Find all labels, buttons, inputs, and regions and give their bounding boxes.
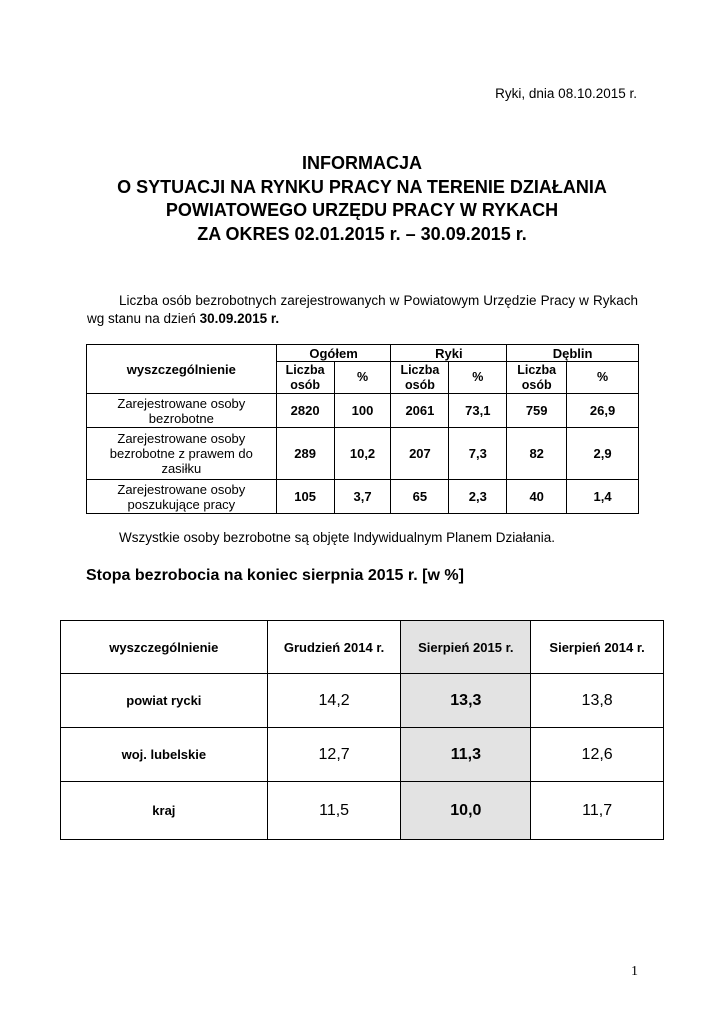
cell-value: 26,9 bbox=[567, 394, 639, 428]
cell-value: 100 bbox=[334, 394, 391, 428]
cell-value: 11,3 bbox=[401, 728, 531, 782]
table-row bbox=[87, 480, 639, 514]
cell-value: 7,3 bbox=[449, 428, 507, 480]
cell-value: 11,5 bbox=[267, 782, 401, 840]
ipd-note: Wszystkie osoby bezrobotne są objęte Indywidualnym Planem Działania. bbox=[119, 530, 555, 545]
cell-value: 40 bbox=[507, 480, 567, 514]
t1-col-label: wyszczególnienie bbox=[87, 345, 277, 394]
t2-header-aug2015: Sierpień 2015 r. bbox=[401, 621, 531, 674]
cell-value: 759 bbox=[507, 394, 567, 428]
unemployed-table bbox=[86, 344, 639, 514]
cell-value: 2820 bbox=[276, 394, 334, 428]
cell-value: 207 bbox=[391, 428, 449, 480]
table-row bbox=[61, 728, 664, 782]
t2-header-dec2014: Grudzień 2014 r. bbox=[267, 621, 401, 674]
t1-group-deblin: Dęblin bbox=[507, 345, 639, 362]
cell-value: 10,2 bbox=[334, 428, 391, 480]
title-line-1: INFORMACJA bbox=[302, 153, 422, 173]
t1-sub-pct: % bbox=[567, 362, 639, 394]
row-label: powiat rycki bbox=[61, 674, 268, 728]
t1-sub-count: Liczba osób bbox=[276, 362, 334, 394]
document-date: Ryki, dnia 08.10.2015 r. bbox=[495, 86, 637, 101]
row-label: kraj bbox=[61, 782, 268, 840]
cell-value: 13,8 bbox=[531, 674, 664, 728]
cell-value: 11,7 bbox=[531, 782, 664, 840]
table-row bbox=[61, 782, 664, 840]
cell-value: 2,9 bbox=[567, 428, 639, 480]
title-line-3: POWIATOWEGO URZĘDU PRACY W RYKACH bbox=[165, 200, 559, 220]
cell-value: 2,3 bbox=[449, 480, 507, 514]
row-label: Zarejestrowane osoby bezrobotne z prawem do zasiłku bbox=[87, 428, 277, 480]
t2-header-label: wyszczególnienie bbox=[61, 621, 268, 674]
cell-value: 14,2 bbox=[267, 674, 401, 728]
cell-value: 13,3 bbox=[401, 674, 531, 728]
cell-value: 289 bbox=[276, 428, 334, 480]
cell-value: 65 bbox=[391, 480, 449, 514]
intro-paragraph bbox=[87, 292, 638, 328]
unemployment-rate-table bbox=[60, 620, 664, 840]
cell-value: 3,7 bbox=[334, 480, 391, 514]
cell-value: 105 bbox=[276, 480, 334, 514]
page-number: 1 bbox=[631, 964, 638, 979]
row-label: woj. lubelskie bbox=[61, 728, 268, 782]
table-row bbox=[87, 394, 639, 428]
row-label: Zarejestrowane osoby bezrobotne bbox=[87, 394, 277, 428]
cell-value: 1,4 bbox=[567, 480, 639, 514]
document-title bbox=[0, 152, 724, 246]
table-row bbox=[61, 674, 664, 728]
intro-date: 30.09.2015 r. bbox=[199, 311, 280, 326]
cell-value: 82 bbox=[507, 428, 567, 480]
t1-sub-pct: % bbox=[334, 362, 391, 394]
cell-value: 12,6 bbox=[531, 728, 664, 782]
t1-sub-pct: % bbox=[449, 362, 507, 394]
intro-text: Liczba osób bezrobotnych zarejestrowanych w Powiatowym Urzędzie Pracy w Rykach wg stanu na dzień bbox=[87, 293, 638, 326]
t1-sub-count: Liczba osób bbox=[391, 362, 449, 394]
table-row bbox=[87, 428, 639, 480]
t2-header-aug2014: Sierpień 2014 r. bbox=[531, 621, 664, 674]
t1-sub-count: Liczba osób bbox=[507, 362, 567, 394]
t1-group-ryki: Ryki bbox=[391, 345, 507, 362]
title-line-4: ZA OKRES 02.01.2015 r. – 30.09.2015 r. bbox=[197, 223, 527, 244]
t1-group-ogolem: Ogółem bbox=[276, 345, 391, 362]
title-line-2: O SYTUACJI NA RYNKU PRACY NA TERENIE DZIAŁANIA bbox=[117, 176, 607, 197]
row-label: Zarejestrowane osoby poszukujące pracy bbox=[87, 480, 277, 514]
section-heading: Stopa bezrobocia na koniec sierpnia 2015 r. [w %] bbox=[86, 567, 464, 584]
cell-value: 10,0 bbox=[401, 782, 531, 840]
cell-value: 2061 bbox=[391, 394, 449, 428]
cell-value: 12,7 bbox=[267, 728, 401, 782]
cell-value: 73,1 bbox=[449, 394, 507, 428]
